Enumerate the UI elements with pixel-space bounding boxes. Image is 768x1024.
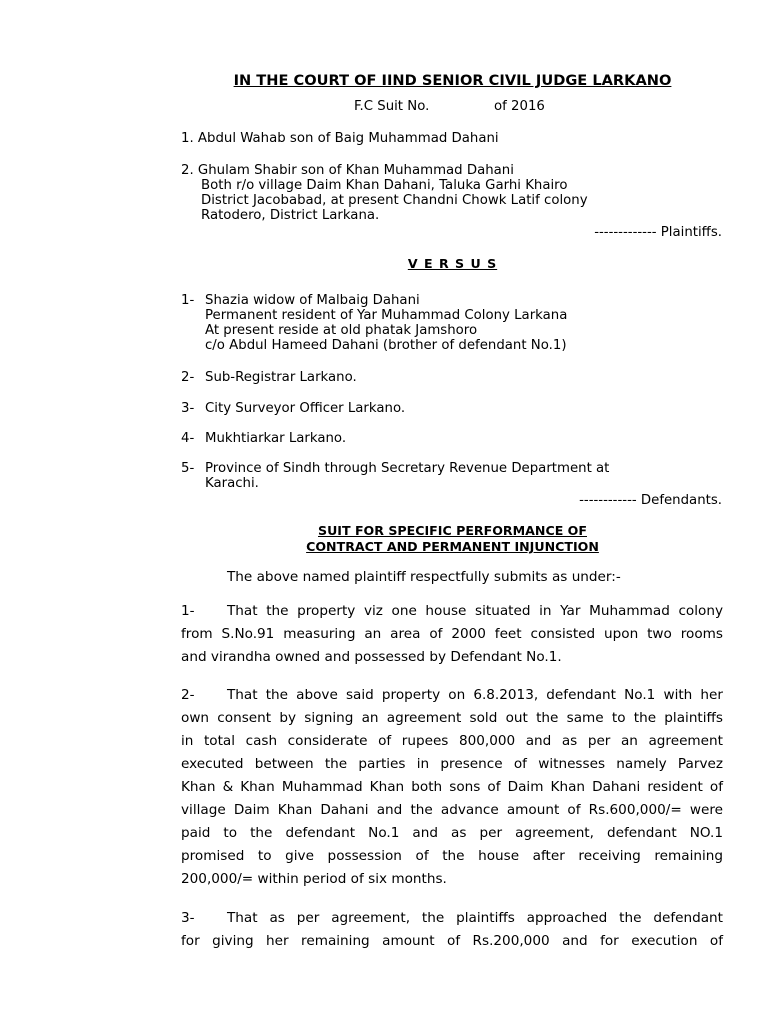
paragraph-line: from S.No.91 measuring an area of 2000 feet consisted upon two rooms — [181, 626, 723, 642]
court-title: IN THE COURT OF IIND SENIOR CIVIL JUDGE LARKANO — [233, 72, 672, 89]
versus-heading: V E R S U S — [407, 256, 498, 271]
paragraph-2 — [181, 684, 723, 891]
paragraph-1 — [181, 600, 723, 669]
paragraph-number: 1- — [181, 603, 195, 619]
defendant-5-number: 5- — [181, 461, 195, 476]
plaintiff-2-address-line: Both r/o village Daim Khan Dahani, Taluka Garhi Khairo — [201, 178, 568, 193]
suit-year: of 2016 — [494, 99, 545, 114]
defendant-1-address-line: Permanent resident of Yar Muhammad Colony Larkana — [205, 308, 568, 323]
intro-statement: The above named plaintiff respectfully submits as under:- — [227, 569, 621, 585]
suit-number-label: F.C Suit No. — [354, 99, 430, 114]
plaintiff-1: 1. Abdul Wahab son of Baig Muhammad Dahani — [181, 131, 499, 146]
plaintiffs-label: ------------- Plaintiffs. — [594, 225, 722, 240]
paragraph-line: for giving her remaining amount of Rs.200,000 and for execution of — [181, 933, 723, 949]
defendants-label: ------------ Defendants. — [579, 493, 722, 508]
paragraph-line: Khan & Khan Muhammad Khan both sons of Daim Khan Dahani resident of — [181, 779, 723, 795]
defendant-2: Sub-Registrar Larkano. — [205, 370, 357, 385]
paragraph-line: paid to the defendant No.1 and as per agreement, defendant NO.1 — [181, 825, 723, 841]
defendant-2-number: 2- — [181, 370, 195, 385]
defendant-1-address-line: At present reside at old phatak Jamshoro — [205, 323, 478, 338]
defendant-1-number: 1- — [181, 293, 195, 308]
defendant-5-line: Karachi. — [205, 476, 259, 491]
paragraph-3 — [181, 907, 723, 953]
defendant-4: Mukhtiarkar Larkano. — [205, 431, 347, 446]
suit-heading-line-2: CONTRACT AND PERMANENT INJUNCTION — [306, 539, 599, 554]
paragraph-line: executed between the parties in presence of witnesses namely Parvez — [181, 756, 723, 772]
paragraph-line: village Daim Khan Dahani and the advance amount of Rs.600,000/= were — [181, 802, 723, 818]
plaintiff-2-address-line: District Jacobabad, at present Chandni Chowk Latif colony — [201, 193, 588, 208]
paragraph-number: 2- — [181, 687, 195, 703]
paragraph-line: and virandha owned and possessed by Defendant No.1. — [181, 649, 562, 665]
defendant-5: Province of Sindh through Secretary Revenue Department at — [205, 461, 610, 476]
defendant-4-number: 4- — [181, 431, 195, 446]
paragraph-line: promised to give possession of the house after receiving remaining — [181, 848, 723, 864]
defendant-1-address-line: c/o Abdul Hameed Dahani (brother of defendant No.1) — [205, 338, 567, 353]
defendant-3-number: 3- — [181, 401, 195, 416]
paragraph-line: 200,000/= within period of six months. — [181, 871, 447, 887]
defendant-1-name: Shazia widow of Malbaig Dahani — [205, 293, 420, 308]
paragraph-line: 3- That as per agreement, the plaintiffs approached the defendant — [181, 907, 723, 930]
defendant-3: City Surveyor Officer Larkano. — [205, 401, 406, 416]
paragraph-line: in total cash considerate of rupees 800,000 and as per an agreement — [181, 733, 723, 749]
paragraph-line: 1- That the property viz one house situated in Yar Muhammad colony — [181, 600, 723, 623]
paragraph-line: own consent by signing an agreement sold out the same to the plaintiffs — [181, 710, 723, 726]
paragraph-line: 2- That the above said property on 6.8.2013, defendant No.1 with her — [181, 684, 723, 707]
suit-heading-line-1: SUIT FOR SPECIFIC PERFORMANCE OF — [318, 523, 587, 538]
plaintiff-2-name: 2. Ghulam Shabir son of Khan Muhammad Dahani — [181, 163, 514, 178]
paragraph-number: 3- — [181, 910, 195, 926]
plaintiff-2-address-line: Ratodero, District Larkana. — [201, 208, 380, 223]
